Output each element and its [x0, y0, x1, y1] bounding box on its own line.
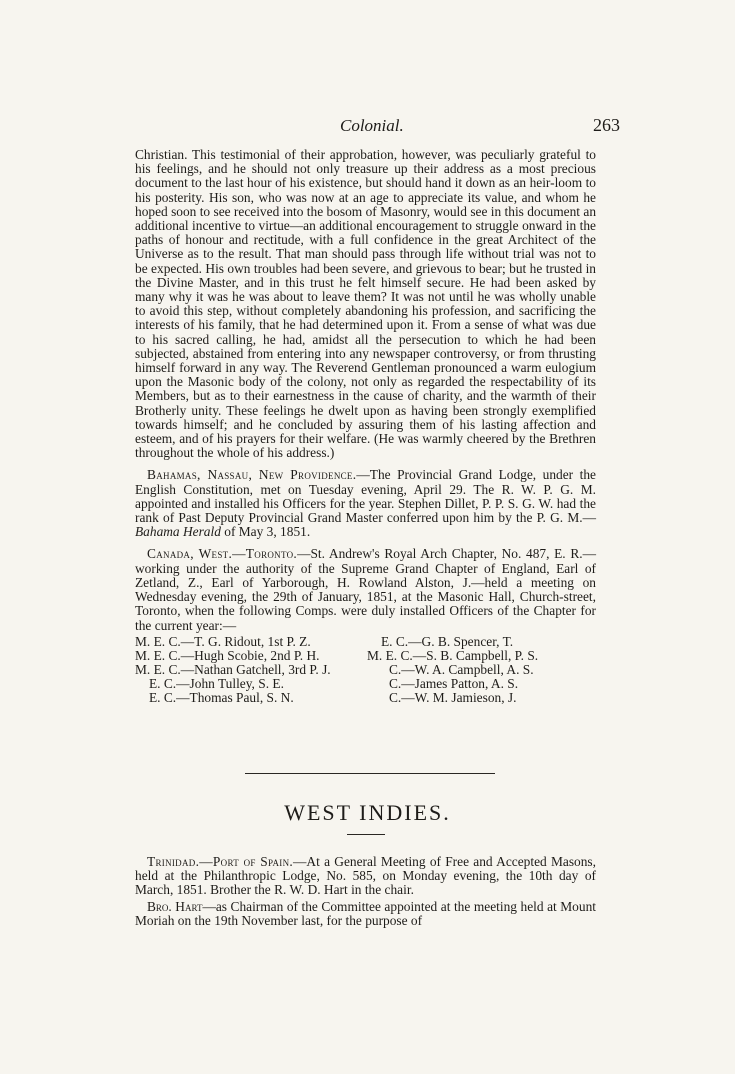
officers-right-column — [367, 635, 607, 706]
canada-heading: Canada, West.—Toronto. — [147, 546, 298, 562]
heading-underline-rule — [347, 834, 385, 835]
officer-entry: C.—James Patton, A. S. — [389, 676, 519, 692]
paragraph-bro-hart — [135, 900, 596, 928]
section-heading-west-indies: WEST INDIES. — [284, 800, 451, 825]
paragraph-canada — [135, 547, 596, 632]
bro-hart-heading: Bro. Hart — [147, 898, 203, 914]
page-header — [0, 116, 735, 140]
officers-list — [135, 635, 596, 721]
officers-left-column — [135, 635, 385, 706]
page-number: 263 — [593, 115, 620, 135]
officer-entry: E. C.—John Tulley, S. E. — [149, 676, 284, 692]
bahamas-text: —The Provincial Grand Lodge, under the English Constitution, met on Tuesday evening, April 29. The R. W. P. G. M. appointed and installed his Officers for the year. Stephen Dillet, P. P. S. G. W. had the rank of Past Deputy Provincial Grand Master conferred upon him by the P. G. M.— — [135, 467, 596, 526]
bro-hart-text: —as Chairman of the Committee appointed at the meeting held at Mount Moriah on the 19th November last, for the purpose of — [135, 898, 596, 928]
paragraph-trinidad — [135, 855, 596, 898]
bahamas-heading: Bahamas, Nassau, New Providence. — [147, 467, 357, 483]
trinidad-text: —At a General Meeting of Free and Accepted Masons, held at the Philanthropic Lodge, No. 585, on Monday evening, the 10th day of March, 1851. Brother the R. W. D. Hart in the chair. — [135, 854, 596, 898]
officer-entry: M. E. C.—T. G. Ridout, 1st P. Z. — [135, 633, 311, 649]
section-divider-rule — [245, 773, 495, 774]
officer-entry: C.—W. A. Campbell, A. S. — [389, 662, 534, 678]
main-column — [135, 148, 596, 721]
paragraph-continuation: Christian. This testimonial of their approbation, however, was peculiarly grateful to his feelings, and he should not only treasure up their address as a most precious document to the last hour of his existence, but should hand it down as an heir-loom to his posterity. His son, who was now at an age to appreciate its value, and whom he hoped soon to see received into the bosom of Masonry, would see in this document an additional incentive to virtue—an additional encouragement to struggle onward in the paths of honour and rectitude, with a full confidence in the great Architect of the Universe as to the result. That man should pass through life without trial was not to be expected. His own troubles had been severe, and grievous to bear; but he trusted in the Divine Master, and in this trust he felt himself secure. He had been asked by many why it was he was about to leave them? It was not until he was wholly unable to avoid this step, without completely abandoning his profession, and sacrificing the interests of his family, that he had determined upon it. From a sense of what was due to his sacred calling, he had, amidst all the persecution to which he had been subjected, abstained from entering into any newspaper controversy, or from thrusting himself forward in any way. The Reverend Gentleman pronounced a warm eulogium upon the Masonic body of the colony, not only as regarded the respectability of its Members, but as to their earnestness in the cause of charity, and the warmth of their Brotherly unity. These feelings he dwelt upon as having been strongly exemplified towards himself; and he concluded by assuring them of his lasting affection and esteem, and of his prayers for their welfare. (He was warmly cheered by the Brethren throughout the whole of his address.) — [135, 147, 597, 461]
officer-entry: M. E. C.—Nathan Gatchell, 3rd P. J. — [135, 662, 331, 678]
officer-entry: E. C.—Thomas Paul, S. N. — [149, 690, 294, 706]
bahamas-source-tail: of May 3, 1851. — [220, 524, 311, 540]
officer-entry: M. E. C.—Hugh Scobie, 2nd P. H. — [135, 647, 320, 663]
running-title: Colonial. — [340, 116, 404, 135]
officer-entry: C.—W. M. Jamieson, J. — [389, 690, 517, 706]
bahamas-source: Bahama Herald — [135, 524, 221, 540]
officer-entry: E. C.—G. B. Spencer, T. — [381, 633, 514, 649]
west-indies-column — [135, 855, 596, 930]
officer-entry: M. E. C.—S. B. Campbell, P. S. — [367, 647, 539, 663]
canada-text: —St. Andrew's Royal Arch Chapter, No. 487, E. R.—working under the authority of the Supreme Grand Chapter of England, Earl of Zetland, Z., Earl of Yarborough, H. Rowland Alston, J.—held a meeting on Wednesday evening, the 29th of January, 1851, at the Masonic Hall, Church-street, Toronto, when the following Comps. were duly installed Officers of the Chapter for the current year:— — [135, 546, 596, 633]
paragraph-bahamas — [135, 468, 596, 539]
trinidad-heading: Trinidad.—Port of Spain. — [147, 854, 294, 869]
